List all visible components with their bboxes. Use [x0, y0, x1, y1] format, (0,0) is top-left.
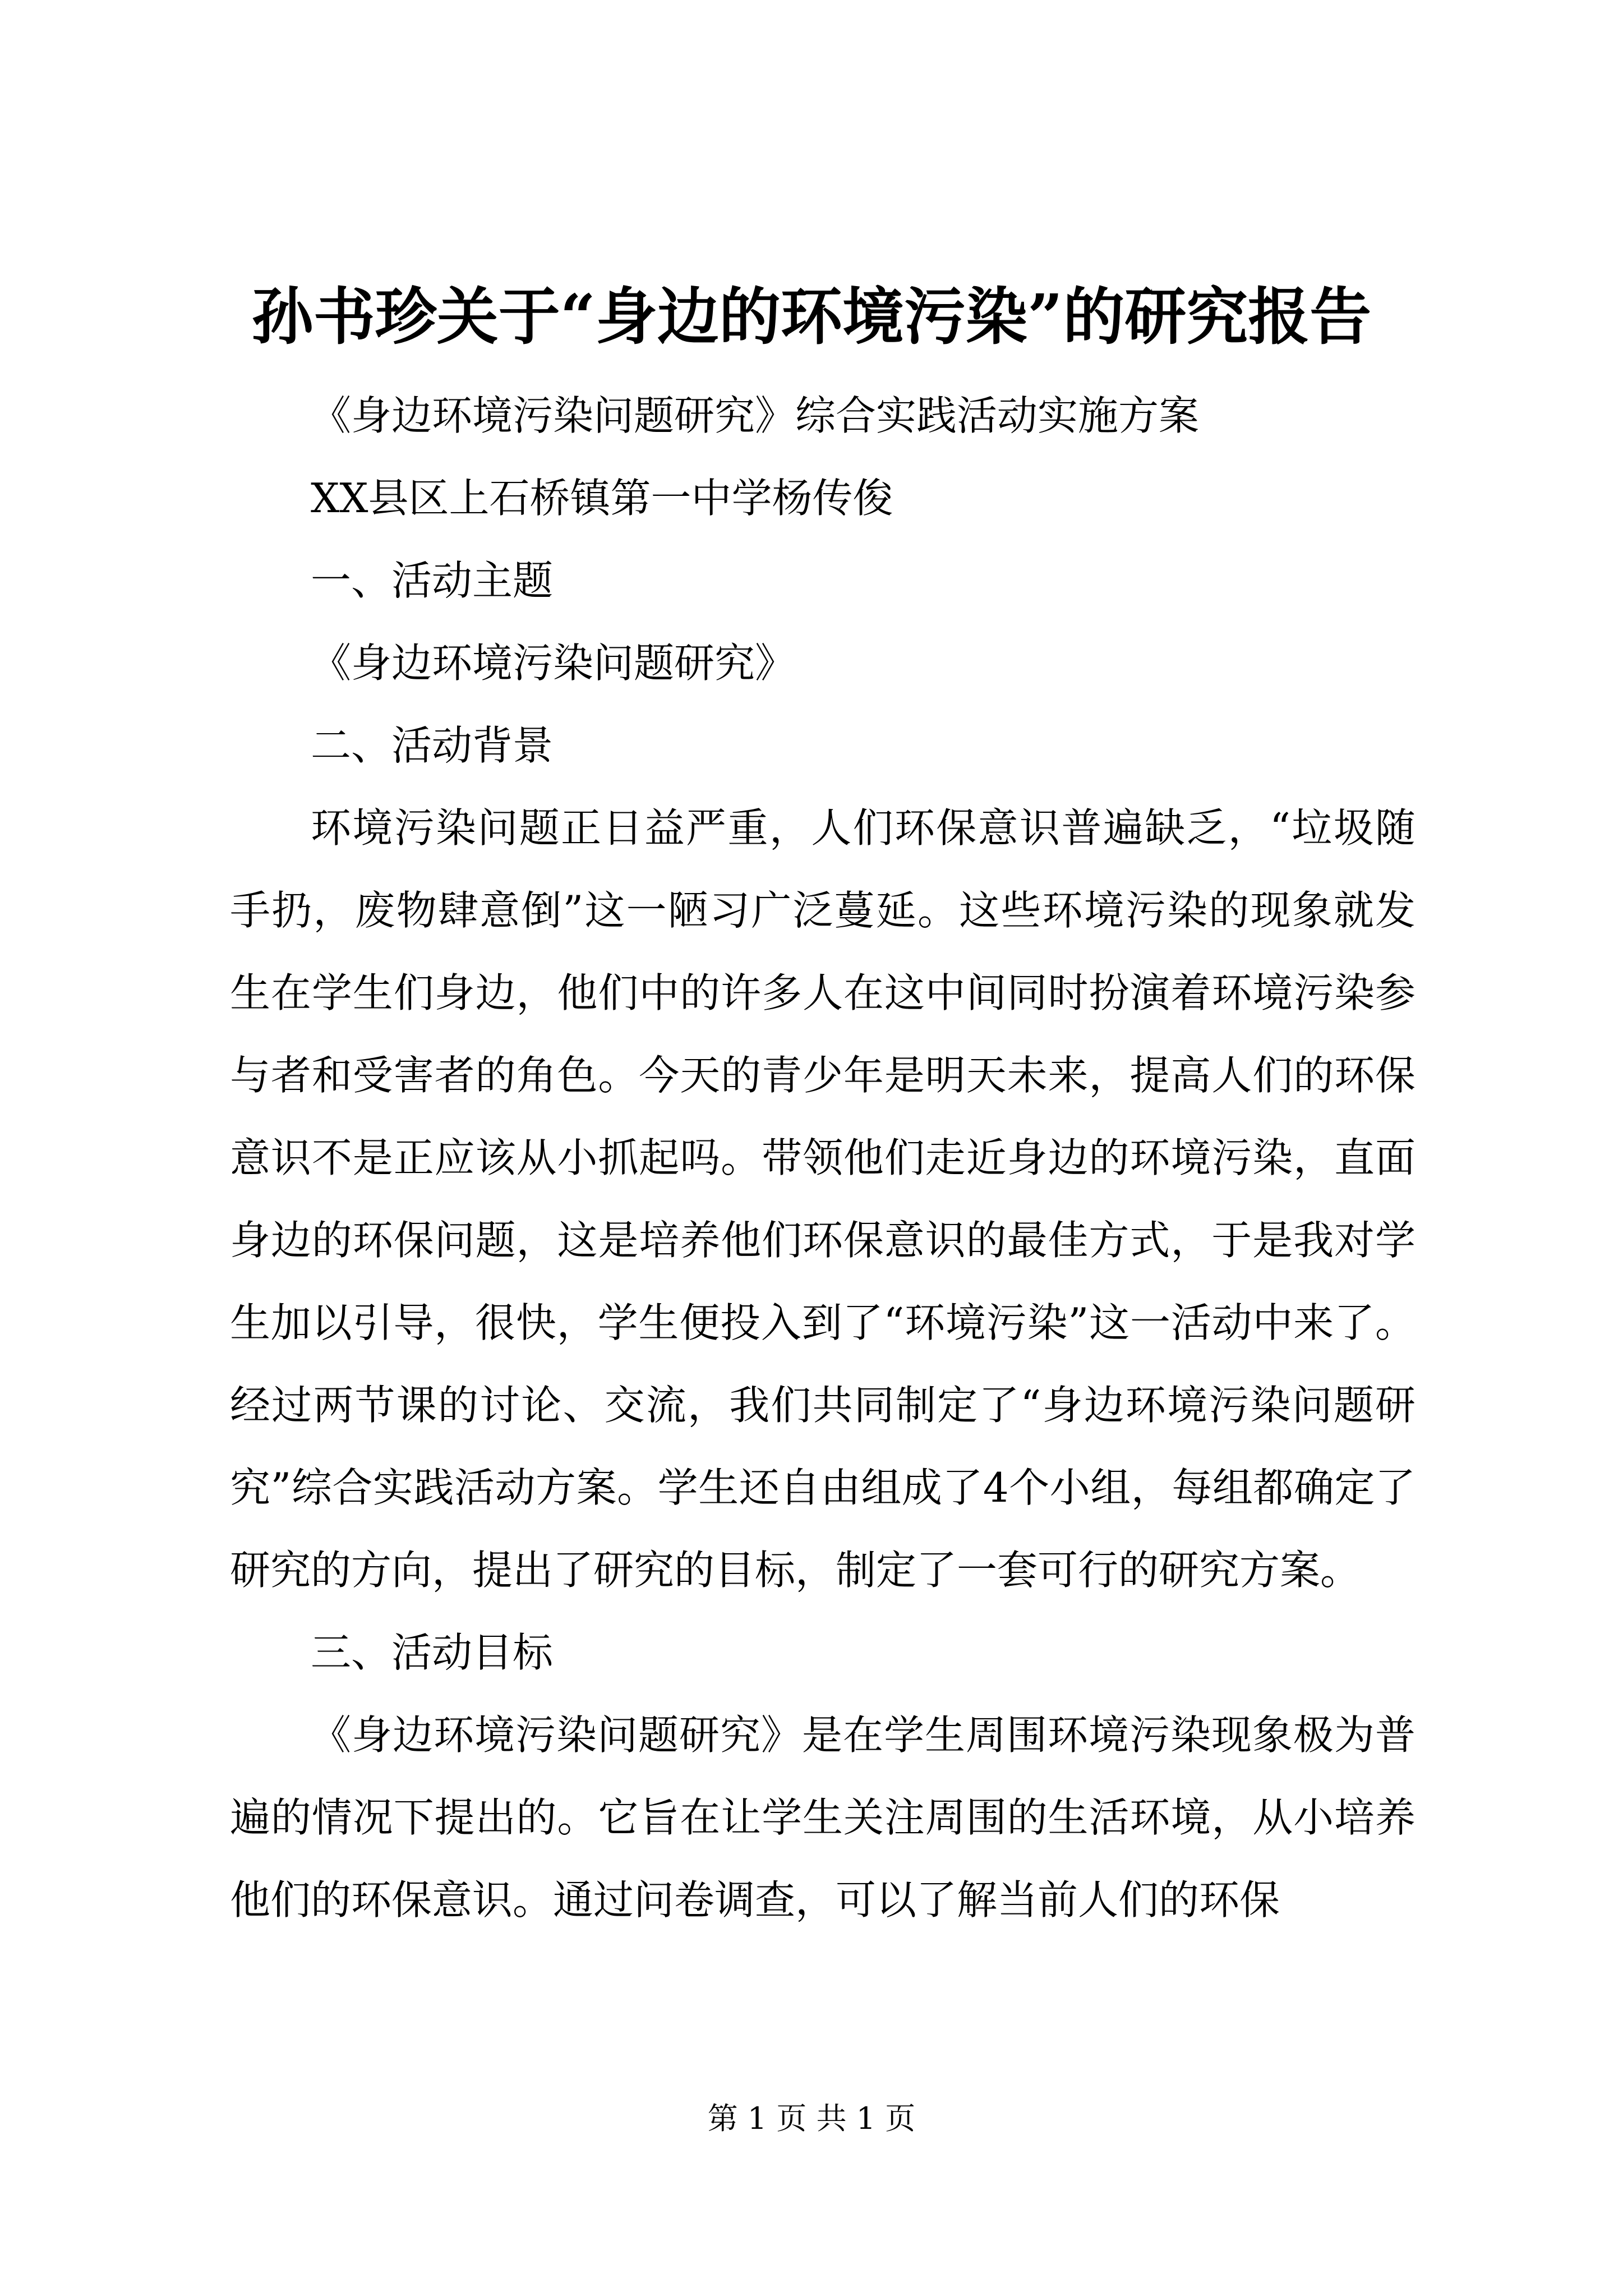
page-number-footer: 第 1 页 共 1 页: [707, 2101, 916, 2136]
section-heading-theme: 一、活动主题: [311, 557, 554, 604]
subtitle: 《身边环境污染问题研究》综合实践活动实施方案: [311, 392, 1200, 439]
author-line: XX县区上石桥镇第一中学杨传俊: [311, 475, 893, 522]
section-heading-background: 二、活动背景: [311, 722, 554, 769]
document-title: 孙书珍关于“身边的环境污染”的研究报告: [251, 280, 1372, 353]
section-body-background: 环境污染问题正日益严重，人们环保意识普遍缺乏，“垃圾随手扔，废物肆意倒”这一陋习广泛蔓延。这些环境污染的现象就发生在学生们身边，他们中的许多人在这中间同时扮演着环境污染参与者和受害者的角色。今天的青少年是明天未来，提高人们的环保意识不是正应该从小抓起吗。带领他们走近身边的环境污染，直面身边的环保问题，这是培养他们环保意识的最佳方式，于是我对学生加以引导，很快，学生便投入到了“环境污染”这一活动中来了。经过两节课的讨论、交流，我们共同制定了“身边环境污染问题研究”综合实践活动方案。学生还自由组成了4个小组，每组都确定了研究的方向，提出了研究的目标，制定了一套可行的研究方案。: [230, 804, 1415, 1594]
section-body-theme: 《身边环境污染问题研究》: [311, 639, 796, 687]
document-body: [230, 375, 1415, 1941]
section-heading-goals: 三、活动目标: [311, 1629, 554, 1676]
section-body-goals: 《身边环境污染问题研究》是在学生周围环境污染现象极为普遍的情况下提出的。它旨在让学生关注周围的生活环境，从小培养他们的环保意识。通过问卷调查，可以了解当前人们的环保: [230, 1711, 1415, 1924]
